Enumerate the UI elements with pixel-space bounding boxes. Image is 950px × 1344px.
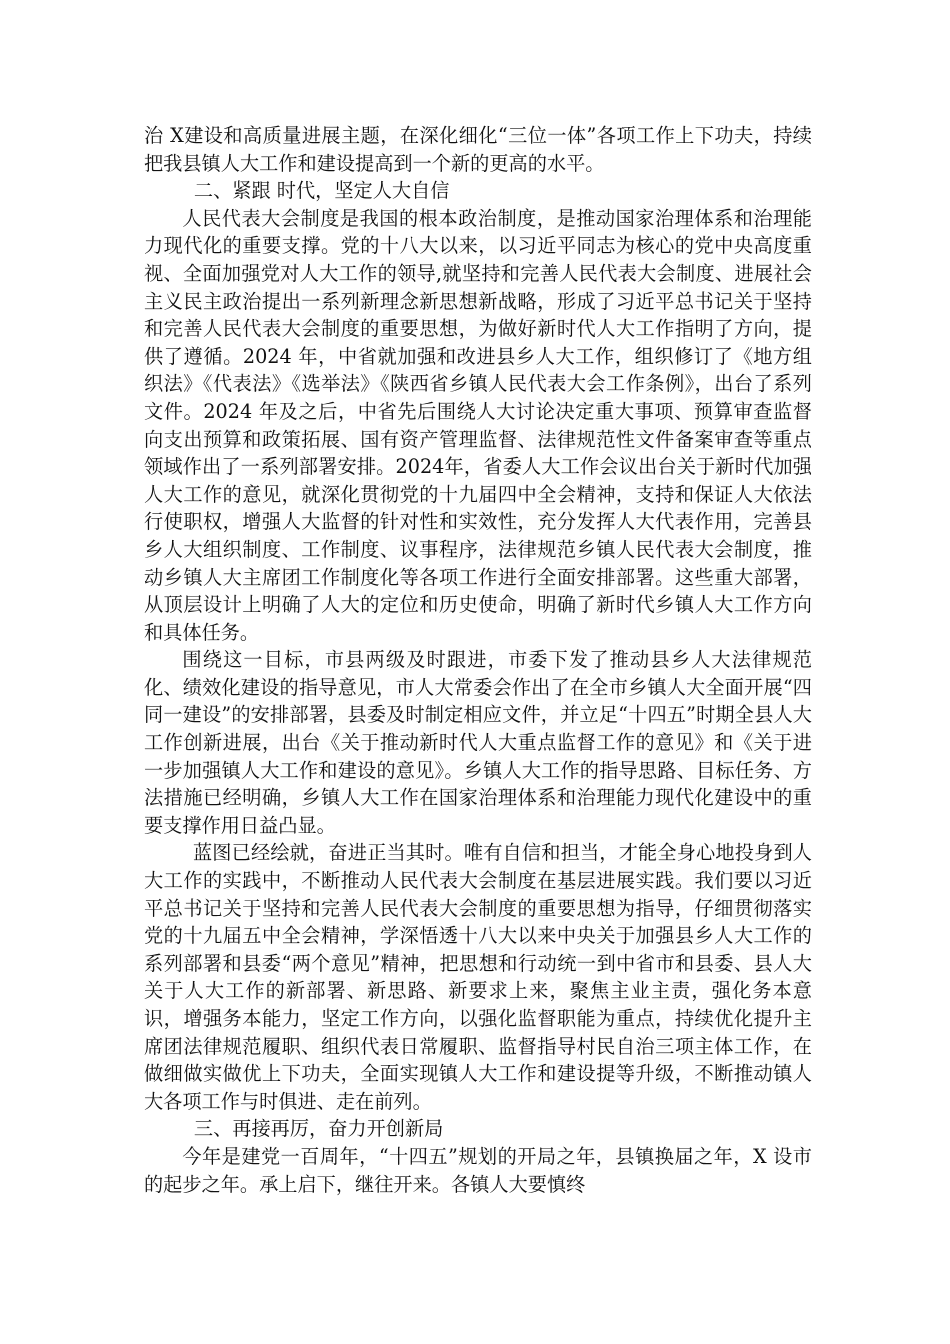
continuation-paragraph: 治 X建设和高质量进展主题，在深化细化“三位一体”各项工作上下功夫，持续把我县镇人大工作和建设提高到一个新的更高的水平。 [144,124,812,175]
body-paragraph: 围绕这一目标，市县两级及时跟进，市委下发了推动县乡人大法律规范化、绩效化建设的指导意见，市人大常委会作出了在全市乡镇人大全面开展“四同一建设”的安排部署，县委及时制定相应文件，并立足“十四五”时期全县人大工作创新进展，出台《关于推动新时代人大重点监督工作的意见》和《关于进一步加强镇人大工作和建设的意见》。乡镇人大工作的指导思路、目标任务、方法措施已经明确，乡镇人大工作在国家治理体系和治理能力现代化建设中的重要支撑作用日益凸显。 [144,648,812,837]
body-paragraph: 今年是建党一百周年，“十四五”规划的开局之年，县镇换届之年，X 设市的起步之年。承上启下，继往开来。各镇人大要慎终 [144,1144,812,1196]
body-paragraph: 人民代表大会制度是我国的根本政治制度，是推动国家治理体系和治理能力现代化的重要支撑。党的十八大以来，以习近平同志为核心的党中央高度重视、全面加强党对人大工作的领导,就坚持和完善人民代表大会制度、进展社会主义民主政治提出一系列新理念新思想新战略，形成了习近平总书记关于坚持和完善人民代表大会制度的重要思想，为做好新时代人大工作指明了方向，提供了遵循。2024 年，中省就加强和改进县乡人大工作，组织修订了《地方组织法》《代表法》《选举法》《陕西省乡镇人民代表大会工作条例》，出台了系列文件。2024 年及之后，中省先后围绕人大讨论决定重大事项、预算审查监督向支出预算和政策拓展、国有资产管理监督、法律规范性文件备案审查等重点领域作出了一系列部署安排。2024年，省委人大工作会议出台关于新时代加强人大工作的意见，就深化贯彻党的十九届四中全会精神，支持和保证人大依法行使职权，增强人大监督的针对性和实效性，充分发挥人大代表作用，完善县乡人大组织制度、工作制度、议事程序，法律规范乡镇人民代表大会制度，推动乡镇人大主席团工作制度化等各项工作进行全面安排部署。这些重大部署，从顶层设计上明确了人大的定位和历史使命，明确了新时代乡镇人大工作方向和具体任务。 [144,206,812,644]
section-heading-2: 二、紧跟 时代，坚定人大自信 [193,179,450,203]
document-body [144,122,812,1198]
body-paragraph: 蓝图已经绘就，奋进正当其时。唯有自信和担当，才能全身心地投身到人大工作的实践中，不断推动人民代表大会制度在基层进展实践。我们要以习近平总书记关于坚持和完善人民代表大会制度的重要思想为指导，仔细贯彻落实党的十九届五中全会精神，学深悟透十八大以来中央关于加强县乡人大工作的系列部署和县委“两个意见”精神，把思想和行动统一到中省市和县委、县人大关于人大工作的新部署、新思路、新要求上来，聚焦主业主责，强化务本意识，增强务本能力，坚定工作方向，以强化监督职能为重点，持续优化提升主席团法律规范履职、组织代表日常履职、监督指导村民自治三项主体工作，在做细做实做优上下功夫，全面实现镇人大工作和建设提等升级，不断推动镇人大各项工作与时俱进、走在前列。 [144,841,812,1113]
section-heading-3: 三、再接再厉，奋力开创新局 [193,1117,444,1141]
